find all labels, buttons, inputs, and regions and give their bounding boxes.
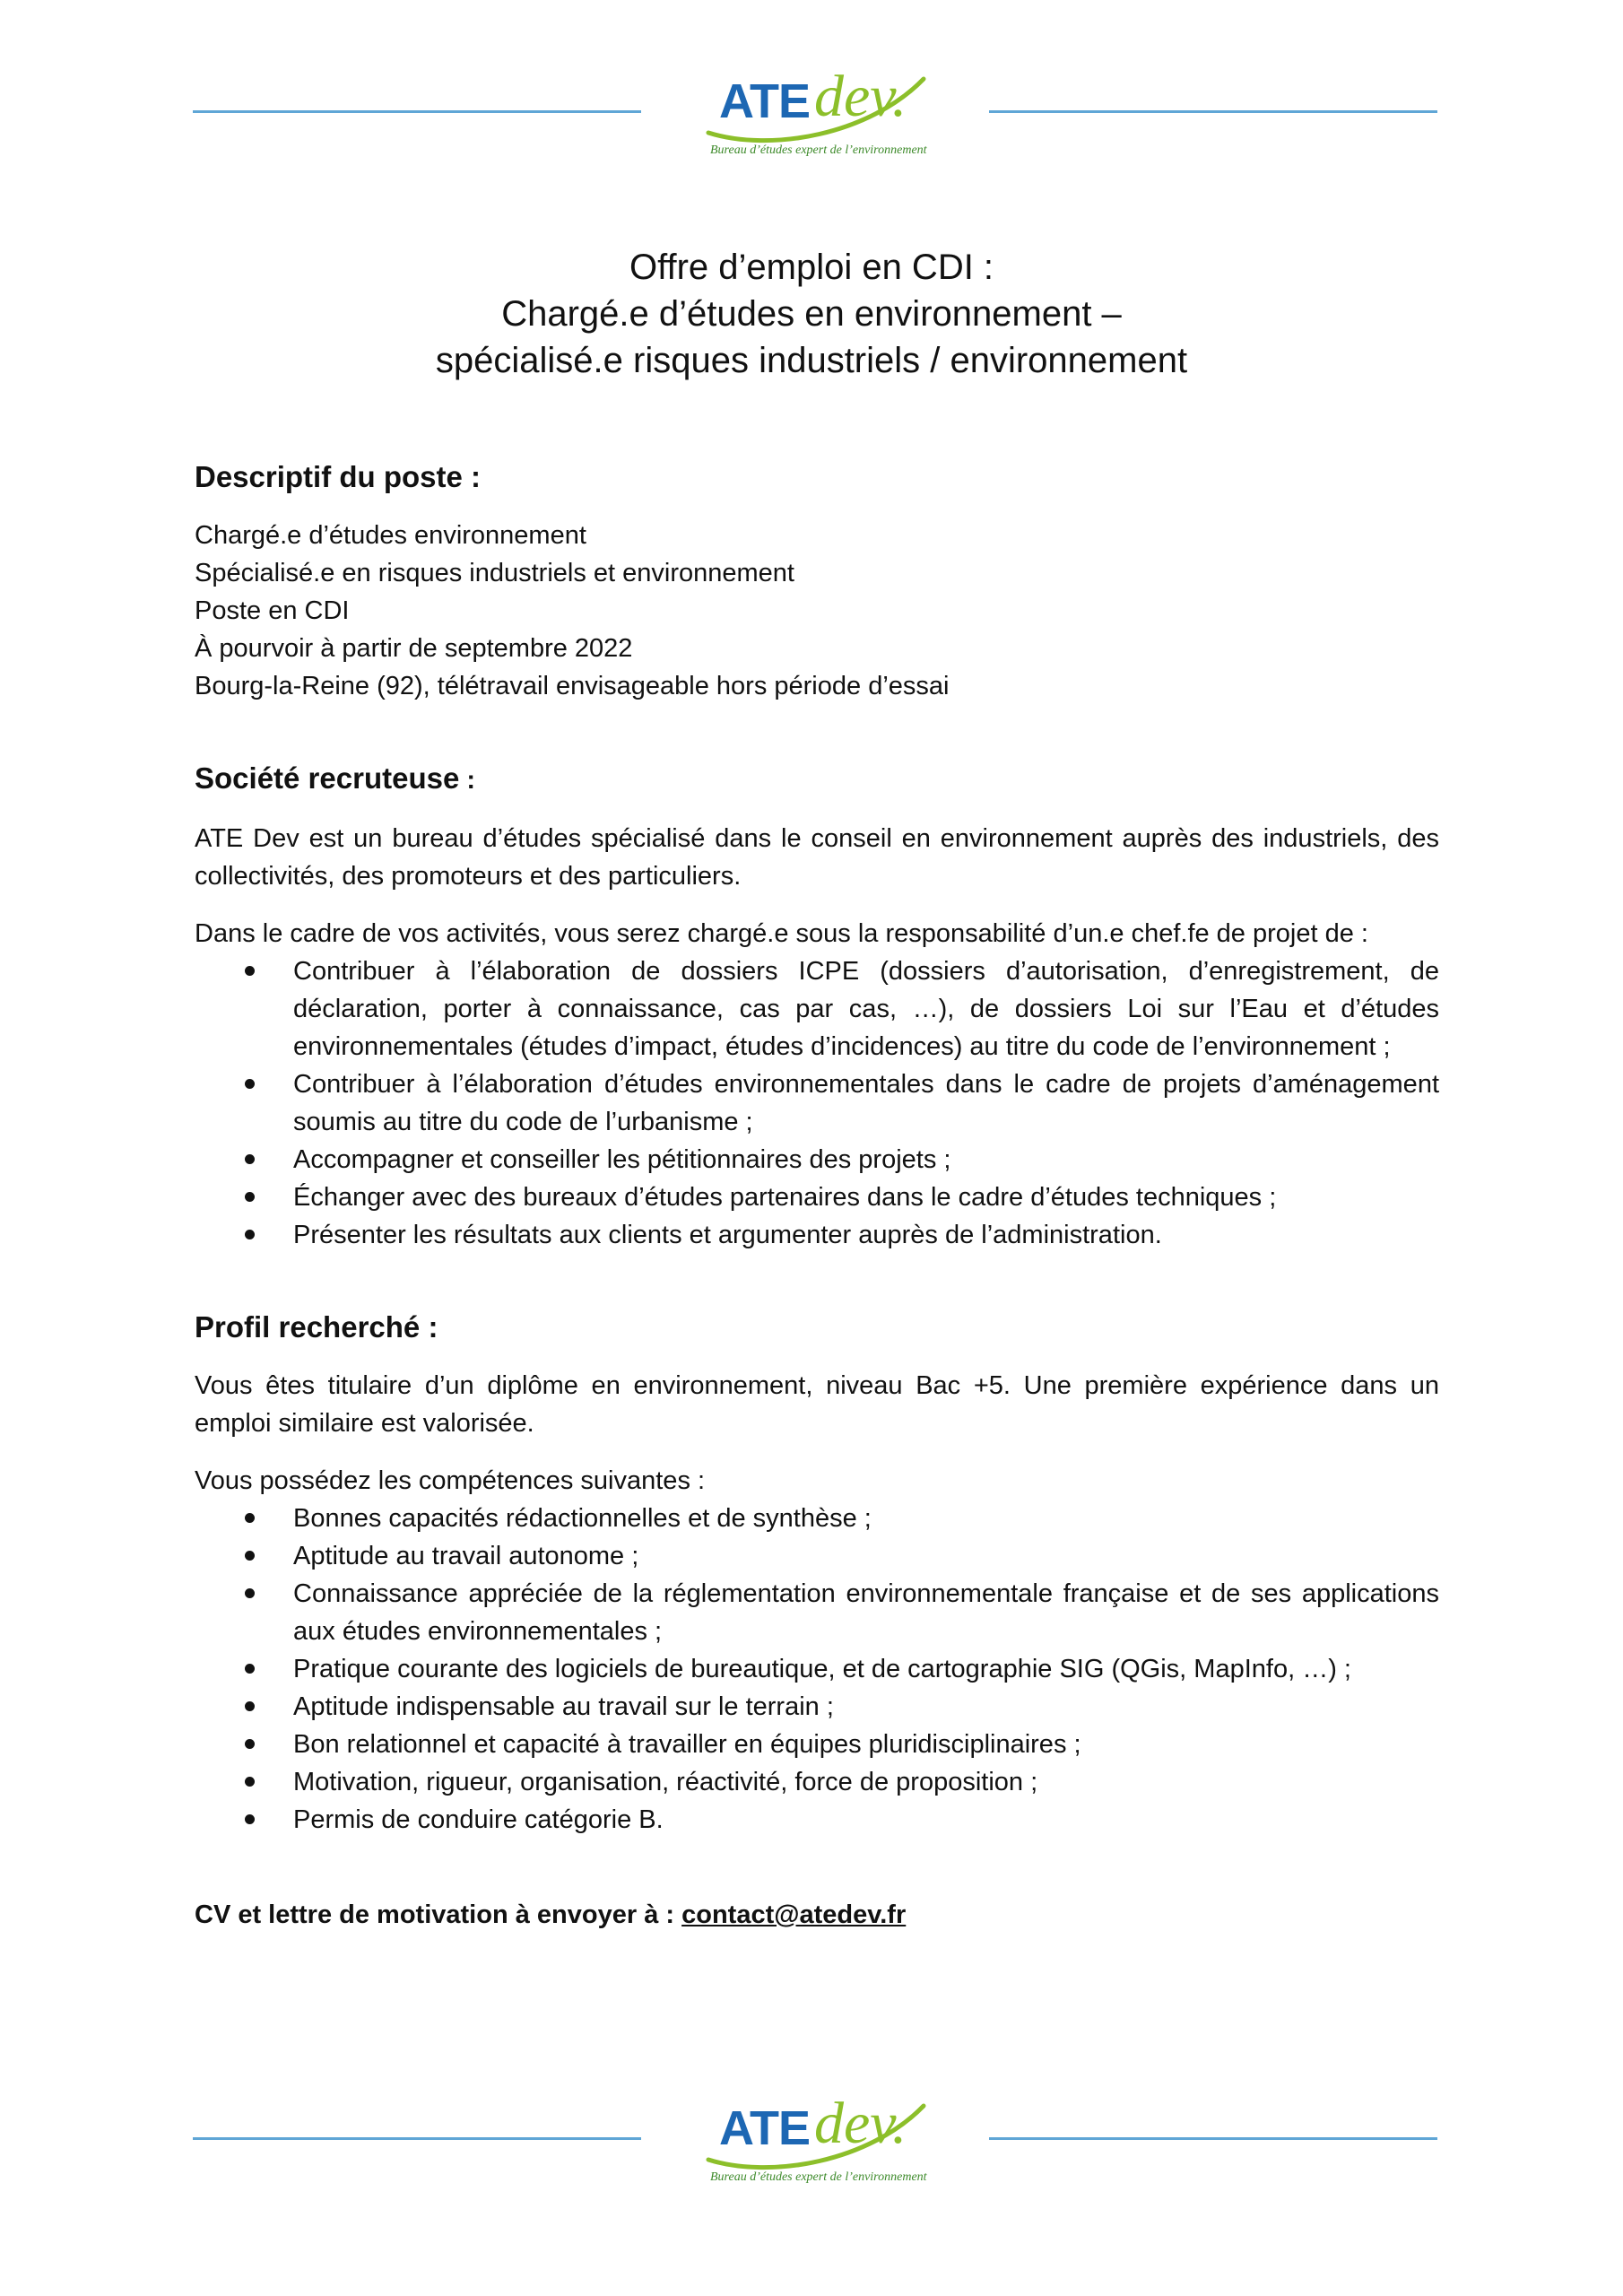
descriptif-line: Chargé.e d’études environnement — [195, 521, 586, 550]
list-item: Présenter les résultats aux clients et argumenter auprès de l’administration. — [195, 1216, 1439, 1254]
bullet-icon — [245, 1701, 255, 1711]
list-item: Pratique courante des logiciels de bureautique, et de cartographie SIG (QGis, MapInfo, …) ; — [195, 1650, 1439, 1688]
bullet-icon — [245, 966, 255, 976]
list-item: Bonnes capacités rédactionnelles et de synthèse ; — [195, 1500, 1439, 1537]
bullet-icon — [245, 1154, 255, 1164]
list-item: Aptitude au travail autonome ; — [195, 1537, 1439, 1575]
list-item: Échanger avec des bureaux d’études partenaires dans le cadre d’études techniques ; — [195, 1178, 1439, 1216]
logo-ate-text: ATE — [719, 2101, 810, 2155]
contact-email-link[interactable]: contact@atedev.fr — [681, 1900, 907, 1929]
header-rule-right — [989, 110, 1437, 113]
descriptif-line: À pourvoir à partir de septembre 2022 — [195, 634, 633, 663]
descriptif-heading: Descriptif du poste : — [195, 460, 482, 493]
logo-dev-text: dev. — [814, 2091, 907, 2156]
bullet-icon — [245, 1513, 255, 1523]
list-item: Connaissance appréciée de la réglementation environnementale française et de ses applications aux études environnementales ; — [195, 1575, 1439, 1650]
offer-body — [195, 457, 1439, 1934]
title-line-1: Offre d’emploi en CDI : — [629, 248, 994, 287]
societe-heading-text: Société recruteuse — [195, 761, 460, 795]
societe-heading-colon: : — [459, 766, 476, 795]
descriptif-line: Bourg-la-Reine (92), télétravail envisageable hors période d’essai — [195, 672, 950, 700]
list-item: Aptitude indispensable au travail sur le terrain ; — [195, 1688, 1439, 1726]
profil-lead: Vous possédez les compétences suivantes : — [195, 1466, 706, 1495]
descriptif-lines — [195, 517, 1439, 705]
descriptif-line: Spécialisé.e en risques industriels et environnement — [195, 559, 794, 587]
societe-heading — [195, 759, 1439, 800]
title-line-3: spécialisé.e risques industriels / environnement — [435, 341, 1188, 380]
list-item: Contribuer à l’élaboration d’études environnementales dans le cadre de projets d’aménagement soumis au titre du code de l’urbanisme ; — [195, 1065, 1439, 1141]
bullet-icon — [245, 1588, 255, 1598]
cta-text: CV et lettre de motivation à envoyer à : — [195, 1900, 682, 1929]
footer-logo-band — [0, 2081, 1623, 2224]
logo-tagline: Bureau d’études expert de l’environnement — [710, 2170, 927, 2184]
bullet-icon — [245, 1664, 255, 1674]
profil-intro: Vous êtes titulaire d’un diplôme en environnement, niveau Bac +5. Une première expérience dans un emploi similaire est valorisée. — [195, 1371, 1439, 1438]
bullet-icon — [245, 1551, 255, 1561]
logo-dev-text: dev. — [814, 64, 907, 129]
bullet-icon — [245, 1739, 255, 1749]
list-item: Bon relationnel et capacité à travailler en équipes pluridisciplinaires ; — [195, 1726, 1439, 1763]
application-cta — [195, 1896, 1439, 1934]
bullet-icon — [245, 1079, 255, 1089]
descriptif-line: Poste en CDI — [195, 596, 350, 625]
list-item: Accompagner et conseiller les pétitionnaires des projets ; — [195, 1141, 1439, 1178]
societe-lead: Dans le cadre de vos activités, vous serez chargé.e sous la responsabilité d’un.e chef.fe de projet de : — [195, 919, 1368, 948]
bullet-icon — [245, 1777, 255, 1787]
header-rule-left — [193, 110, 641, 113]
ate-dev-logo — [699, 54, 933, 170]
societe-bullet-list — [195, 952, 1439, 1254]
profil-heading: Profil recherché : — [195, 1310, 438, 1344]
bullet-icon — [245, 1230, 255, 1239]
logo-ate-text: ATE — [719, 74, 810, 128]
logo-tagline: Bureau d’études expert de l’environnement — [710, 144, 927, 157]
footer-rule-right — [989, 2137, 1437, 2140]
bullet-icon — [245, 1814, 255, 1824]
list-item: Permis de conduire catégorie B. — [195, 1801, 1439, 1839]
footer-rule-left — [193, 2137, 641, 2140]
title-line-2: Chargé.e d’études en environnement – — [501, 294, 1122, 334]
offer-title — [0, 244, 1623, 384]
list-item: Motivation, rigueur, organisation, réactivité, force de proposition ; — [195, 1763, 1439, 1801]
profil-bullet-list — [195, 1500, 1439, 1839]
societe-intro: ATE Dev est un bureau d’études spécialisé dans le conseil en environnement auprès des industriels, des collectivités, des promoteurs et des particuliers. — [195, 824, 1439, 891]
header-logo-band — [0, 54, 1623, 197]
list-item: Contribuer à l’élaboration de dossiers ICPE (dossiers d’autorisation, d’enregistrement, de déclaration, porter à connaissance, cas par cas, …), de dossiers Loi sur l’Eau et d’études environnementales (études d’impact, études d’incidences) au titre du code de l’environnement ; — [195, 952, 1439, 1065]
ate-dev-logo-footer — [699, 2081, 933, 2197]
bullet-icon — [245, 1192, 255, 1202]
